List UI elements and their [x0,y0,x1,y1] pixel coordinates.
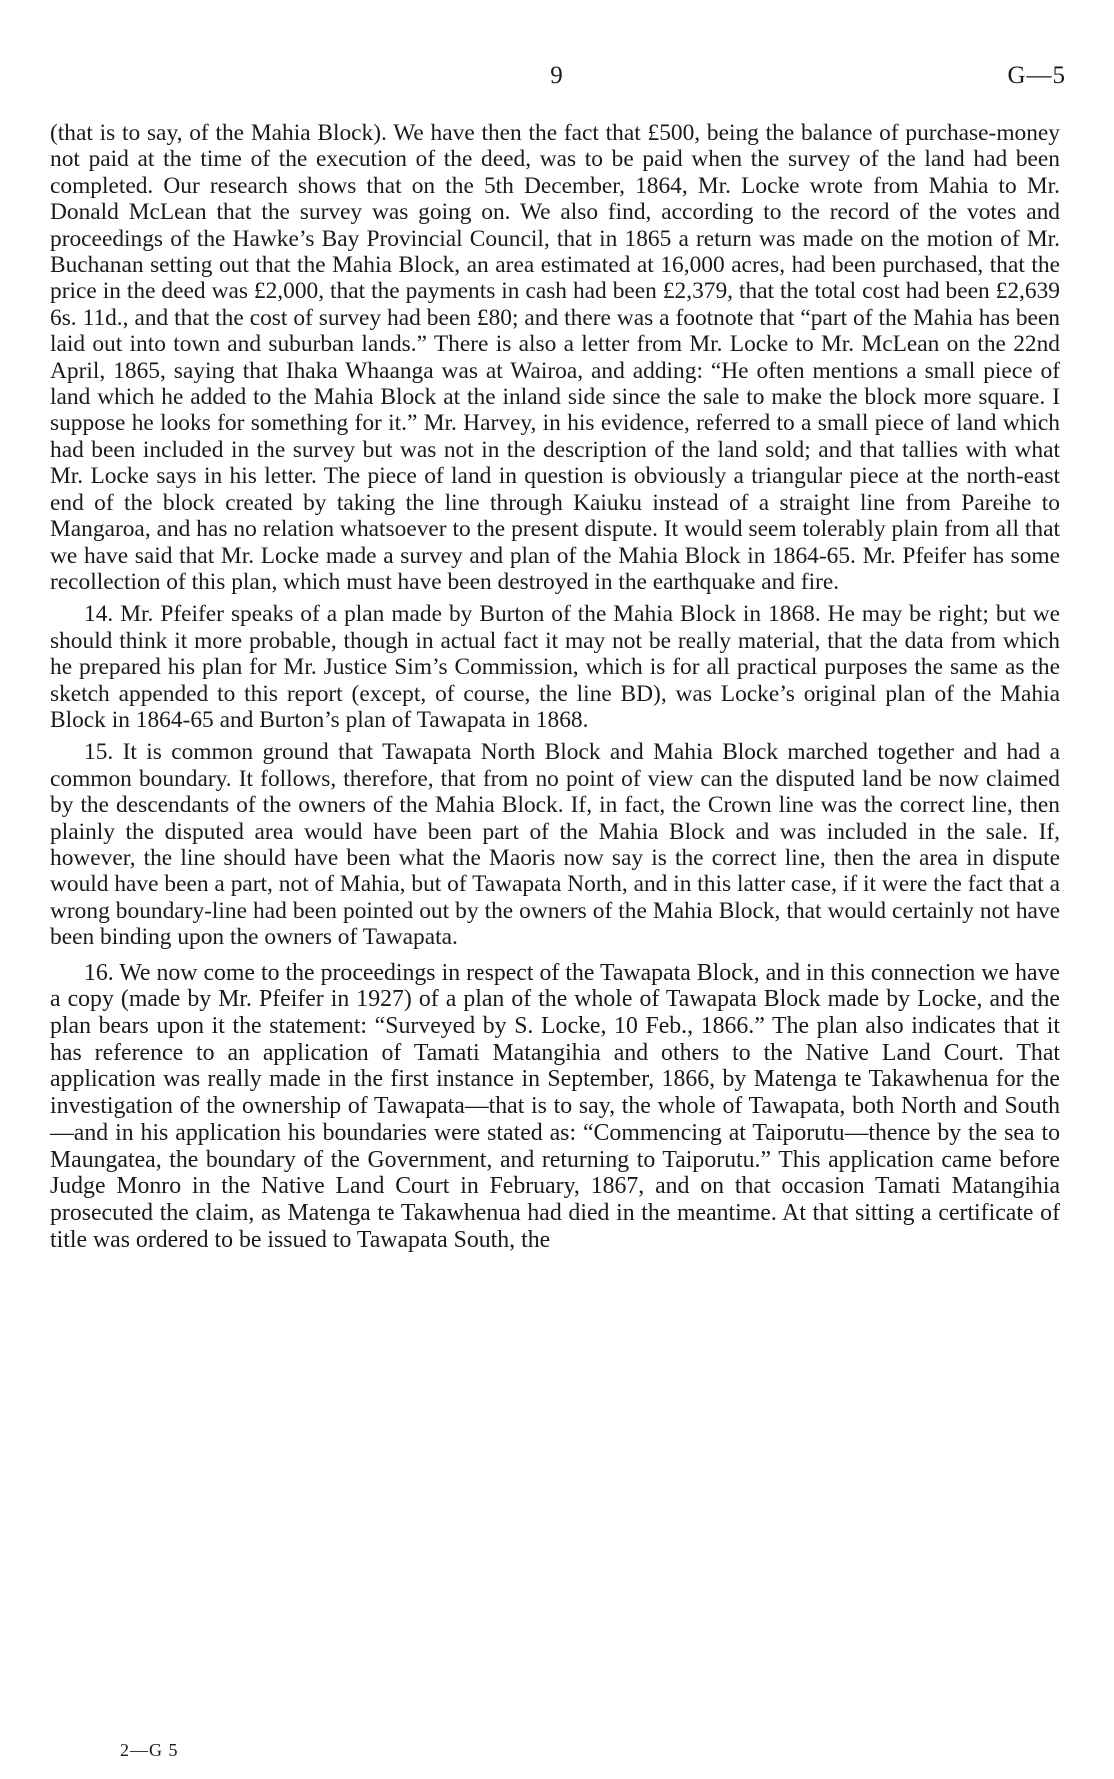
paragraph-15: 15. It is common ground that Tawapata North Block and Mahia Block marched together and had a common boundary. It follows, therefore, that from no point of view can the disputed land be now claimed by the descendants of the owners of the Mahia Block. If, in fact, the Crown line was the correct line, then plainly the disputed area would have been part of the Mahia Block and was included in the sale. If, however, the line should have been what the Maoris now say is the correct line, then the area in dispute would have been a part, not of Mahia, but of Tawapata North, and in this latter case, if it were the fact that a wrong boundary-line had been pointed out by the owners of the Mahia Block, that would certainly not have been binding upon the owners of Tawapata. [50,739,1060,951]
paragraph-14: 14. Mr. Pfeifer speaks of a plan made by Burton of the Mahia Block in 1868. He may be right; but we should think it more probable, though in actual fact it may not be really material, that the data from which he prepared his plan for Mr. Justice Sim’s Commission, which is for all practical purposes the same as the sketch appended to this report (except, of course, the line BD), was Locke’s original plan of the Mahia Block in 1864-65 and Burton’s plan of Tawapata in 1868. [50,601,1060,733]
paragraph-continued: (that is to say, of the Mahia Block). We have then the fact that £500, being the balance of purchase-money not paid at the time of the execution of the deed, was to be paid when the survey of the land had been completed. Our research shows that on the 5th December, 1864, Mr. Locke wrote from Mahia to Mr. Donald McLean that the survey was going on. We also find, according to the record of the votes and proceedings of the Hawke’s Bay Provincial Council, that in 1865 a return was made on the motion of Mr. Buchanan setting out that the Mahia Block, an area estimated at 16,000 acres, had been purchased, that the price in the deed was £2,000, that the payments in cash had been £2,379, that the total cost had been £2,639 6s. 11d., and that the cost of survey had been £80; and there was a footnote that “part of the Mahia has been laid out into town and suburban lands.” There is also a letter from Mr. Locke to Mr. McLean on the 22nd April, 1865, saying that Ihaka Whaanga was at Wairoa, and adding: “He often mentions a small piece of land which he added to the Mahia Block at the inland side since the sale to make the block more square. I suppose he looks for something for it.” Mr. Harvey, in his evidence, referred to a small piece of land which had been included in the survey but was not in the description of the land sold; and that tallies with what Mr. Locke says in his letter. The piece of land in question is obviously a triangular piece at the north-east end of the block created by taking the line through Kaiuku instead of a straight line from Pareihe to Mangaroa, and has no relation whatsoever to the present dispute. It would seem tolerably plain from all that we have said that Mr. Locke made a survey and plan of the Mahia Block in 1864-65. Mr. Pfeifer has some recollection of this plan, which must have been destroyed in the earthquake and fire. [50,120,1060,595]
paragraph-16: 16. We now come to the proceedings in respect of the Tawapata Block, and in this connection we have a copy (made by Mr. Pfeifer in 1927) of a plan of the whole of Tawapata Block made by Locke, and the plan bears upon it the statement: “Surveyed by S. Locke, 10 Feb., 1866.” The plan also indicates that it has reference to an application of Tamati Matangihia and others to the Native Land Court. That application was really made in the first instance in September, 1866, by Matenga te Takawhenua for the investigation of the ownership of Tawapata—that is to say, the whole of Tawapata, both North and South—and in his application his boundaries were stated as: “Commencing at Taiporutu—thence by the sea to Maungatea, the boundary of the Government, and returning to Taiporutu.” This application came before Judge Monro in the Native Land Court in February, 1867, and on that occasion Tamati Matangihia prosecuted the claim, as Matenga te Takawhenua had died in the meantime. At that sitting a certificate of title was ordered to be issued to Tawapata South, the [50,959,1060,1253]
body-text [50,120,1060,1253]
page-number: 9 [550,62,564,89]
document-code: G—5 [1007,62,1066,89]
printer-signature: 2—G 5 [120,1740,179,1760]
